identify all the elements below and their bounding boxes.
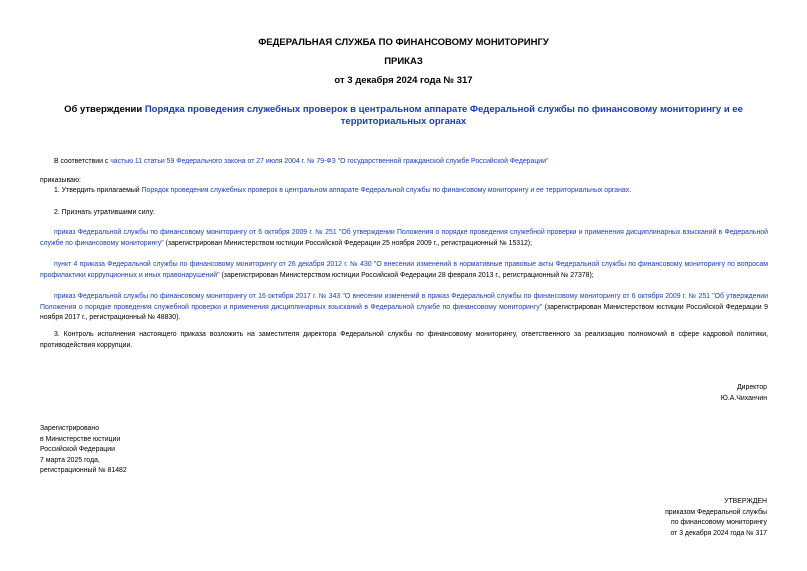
orders-word: приказываю: [40, 177, 81, 184]
registration-line-5: регистрационный № 81482 [40, 467, 127, 475]
agency-name: ФЕДЕРАЛЬНАЯ СЛУЖБА ПО ФИНАНСОВОМУ МОНИТОРИНГУ [258, 37, 549, 48]
registration-line-1: Зарегистрировано [40, 425, 100, 432]
repealed-act-3-link[interactable]: приказ Федеральной службы по финансовому мониторингу от 16 октября 2017 г. № 343 "О внесении изменений в приказ Федеральной службы по финансовому мониторингу от 6 октября 2009 г. № 251 "Об утверждении Положения о порядке проведения служебной проверки и применения дисциплинарных взысканий в Федеральной службе по финансовому мониторингу" [40, 293, 768, 311]
repealed-act-3 [40, 292, 768, 324]
repealed-act-1-link[interactable]: приказ Федеральной службы по финансовому мониторингу от 6 октября 2009 г. № 251 "Об утверждении Положения о порядке проведения служебной проверки и применения дисциплинарных взысканий в Федеральной службе по финансовому мониторингу" [40, 229, 768, 247]
approval-line-4: от 3 декабря 2024 года № 317 [670, 529, 767, 537]
signature-position: Директор [736, 384, 767, 391]
item-1-prefix: 1. Утвердить прилагаемый [54, 187, 142, 194]
item-3: 3. Контроль исполнения настоящего приказа возложить на заместителя директора Федеральной службы по финансовому мониторингу, ответственного за реализацию полномочий в сфере кадровой политики, противодействия коррупции. [40, 331, 768, 349]
title-link[interactable]: Порядка проведения служебных проверок в центральном аппарате Федеральной службы по финансовому мониторингу и ее территориальных органах [144, 104, 743, 127]
item-2: 2. Признать утратившими силу: [54, 209, 155, 216]
repealed-act-2-suffix: (зарегистрирован Министерством юстиции Российской Федерации 28 февраля 2013 г., регистрационный № 27378); [219, 271, 594, 279]
preamble-prefix: В соответствии с [54, 158, 111, 165]
registration-line-2: в Министерстве юстиции [40, 435, 121, 443]
approval-line-2: приказом Федеральной службы [665, 508, 767, 516]
item-1-suffix: . [629, 187, 632, 194]
registration-line-3: Российской Федерации [40, 446, 115, 454]
approval-line-3: по финансовому мониторингу [671, 519, 767, 526]
preamble [40, 157, 768, 168]
signature-block [721, 383, 767, 404]
repealed-act-2 [40, 260, 768, 281]
registration-block [40, 424, 127, 477]
document-date-number: от 3 декабря 2024 года № 317 [334, 75, 473, 86]
item-1 [40, 186, 768, 197]
preamble-law-link[interactable]: частью 11 статьи 59 Федерального закона от 27 июля 2004 г. № 79-ФЗ "О государственной гражданской службе Российской Федерации" [110, 158, 549, 165]
repealed-act-1 [40, 228, 768, 249]
repealed-act-2-link[interactable]: пункт 4 приказа Федеральной службы по финансовому мониторингу от 26 декабря 2012 г. № 430 "О внесении изменений в нормативные правовые акты Федеральной службы по финансовому мониторингу по вопросам профилактики коррупционных и иных правонарушений" [40, 261, 768, 279]
document-title [40, 104, 767, 128]
title-prefix: Об утверждении [64, 104, 145, 115]
item-1-link[interactable]: Порядок проведения служебных проверок в центральном аппарате Федеральной службы по финансовому мониторингу и ее территориальных органах [141, 187, 630, 194]
approval-block [665, 497, 767, 539]
signature-name: Ю.А.Чиханчин [720, 394, 767, 402]
registration-line-4: 7 марта 2025 года, [40, 456, 100, 464]
document-type: ПРИКАЗ [384, 56, 423, 67]
approval-line-1: УТВЕРЖДЕН [724, 498, 767, 505]
repealed-act-1-suffix: (зарегистрирован Министерством юстиции Российской Федерации 25 ноября 2009 г., регистрационный № 15312); [163, 239, 533, 247]
repealed-act-3-suffix: (зарегистрирован Министерством юстиции Российской Федерации 9 ноября 2017 г., регистрационный № 48830). [40, 303, 768, 321]
